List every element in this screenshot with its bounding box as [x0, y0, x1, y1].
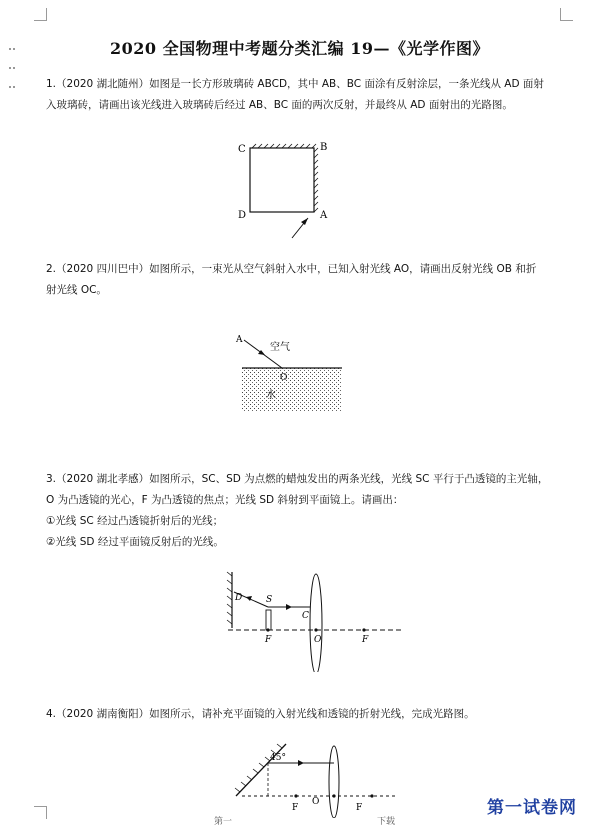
question-3-line-1: 3.（2020 湖北孝感）如图所示，SC、SD 为点燃的蜡烛发出的两条光线，光线 SC 平行于凸透镜的主光轴， [46, 473, 549, 485]
question-1-line-2: 入玻璃砖，请画出该光线进入玻璃砖后经过 AB、BC 面的两次反射，并最终从 AD 面射出的光路图。 [46, 99, 513, 111]
label-c: C [302, 611, 309, 621]
corner-mark-bottom-left [34, 806, 47, 819]
question-3-line-3: ①光线 SC 经过凸透镜折射后的光线； [46, 515, 224, 527]
question-1-line-1: 1.（2020 湖北随州）如图是一长方形玻璃砖 ABCD，其中 AB、BC 面涂有反射涂层，一条光线从 AD 面射 [46, 78, 544, 90]
label-f-left: F [265, 635, 272, 645]
label-c: C [238, 144, 246, 155]
question-3 [46, 469, 566, 553]
corner-mark-top-left [34, 8, 47, 21]
label-a: A [320, 210, 328, 221]
brand-logo[interactable]: 第一试卷网 [487, 798, 577, 818]
footer-left-text: 第一 [214, 817, 233, 827]
label-f-left: F [292, 803, 299, 813]
label-f-right: F [362, 635, 369, 645]
label-air: 空气 [270, 342, 290, 353]
figure-candle-lens-mirror [222, 562, 412, 672]
question-2 [46, 259, 566, 301]
question-4-line-1: 4.（2020 湖南衡阳）如图所示，请补充平面镜的入射光线和透镜的折射光线，完成光路图。 [46, 708, 475, 720]
label-d: D [238, 210, 247, 221]
question-3-line-2: O 为凸透镜的光心，F 为凸透镜的焦点；光线 SD 斜射到平面镜上。请画出： [46, 494, 404, 506]
label-o: O [312, 797, 320, 807]
label-angle: 45° [270, 753, 286, 763]
question-2-line-1: 2.（2020 四川巴中）如图所示，一束光从空气斜射入水中，已知入射光线 AO，请画出反射光线 OB 和折 [46, 263, 537, 275]
label-d: D [235, 593, 243, 603]
label-b: B [320, 142, 328, 153]
corner-mark-top-right [560, 8, 573, 21]
question-4 [46, 704, 566, 725]
label-f-right: F [356, 803, 363, 813]
label-a: A [236, 335, 243, 345]
label-water: 水 [266, 390, 276, 401]
label-o: O [280, 373, 288, 383]
question-3-line-4: ②光线 SD 经过平面镜反射后的光线。 [46, 536, 224, 548]
figure-glass-brick [234, 140, 344, 240]
label-o: O [314, 635, 322, 645]
document-title: 2020 全国物理中考题分类汇编 19—《光学作图》 [110, 39, 489, 58]
figure-air-water [230, 332, 350, 422]
question-1 [46, 74, 566, 116]
figure-mirror-lens [222, 738, 402, 818]
footer-right-text: 下载 [377, 817, 396, 827]
label-s: S [266, 595, 273, 605]
question-2-line-2: 射光线 OC。 [46, 284, 107, 296]
